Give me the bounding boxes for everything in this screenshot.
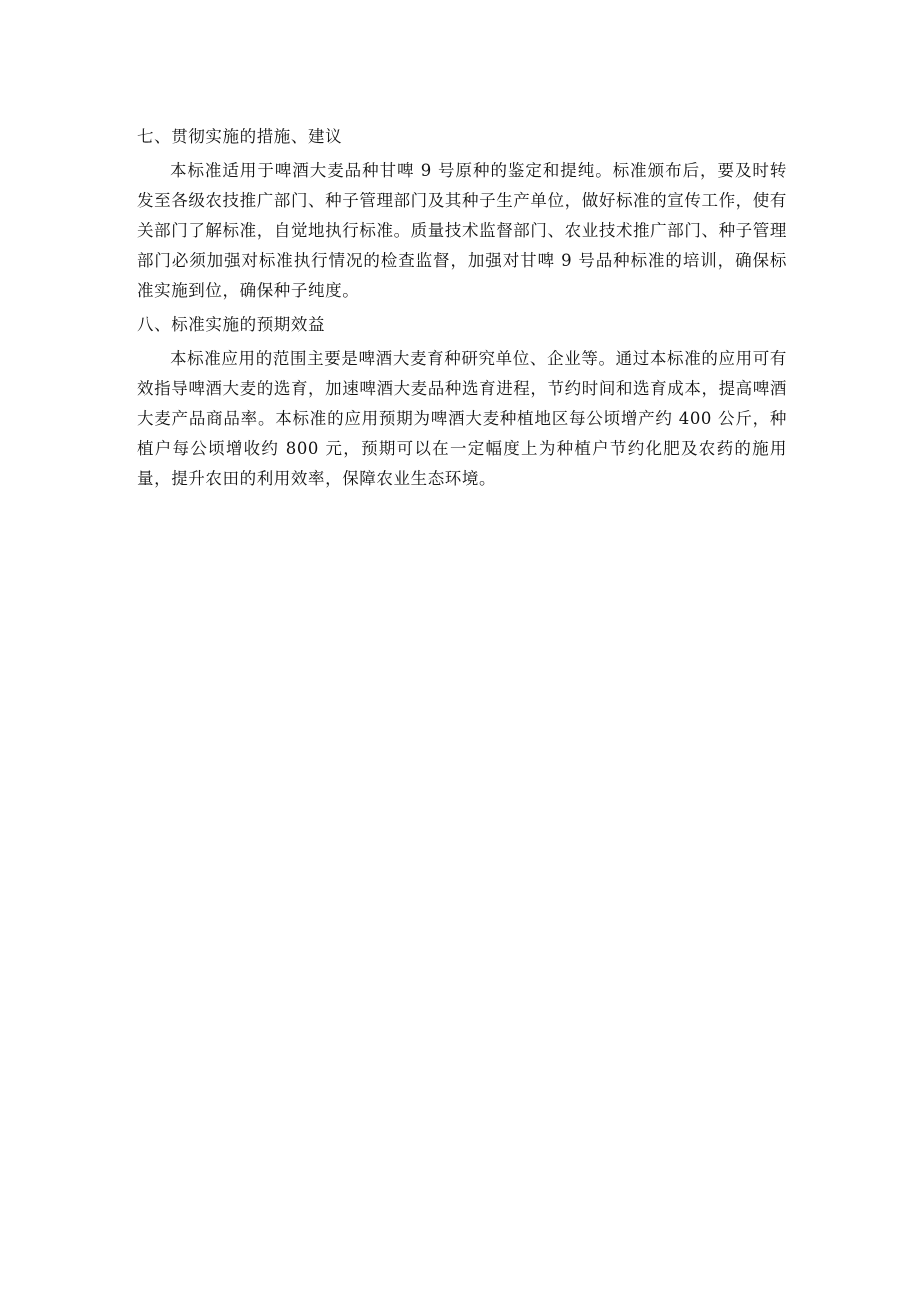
document-body — [137, 122, 787, 498]
section-heading-7: 七、贯彻实施的措施、建议 — [137, 127, 343, 146]
section-heading-8: 八、标准实施的预期效益 — [137, 315, 326, 334]
section-paragraph-7: 本标准适用于啤酒大麦品种甘啤 9 号原种的鉴定和提纯。标准颁布后，要及时转发至各级农技推广部门、种子管理部门及其种子生产单位，做好标准的宣传工作，使有关部门了解标准，自觉地执行标准。质量技术监督部门、农业技术推广部门、种子管理部门必须加强对标准执行情况的检查监督，加强对甘啤 9 号品种标准的培训，确保标准实施到位，确保种子纯度。 — [137, 161, 787, 300]
section-paragraph-8: 本标准应用的范围主要是啤酒大麦育种研究单位、企业等。通过本标准的应用可有效指导啤酒大麦的选育，加速啤酒大麦品种选育进程，节约时间和选育成本，提高啤酒大麦产品商品率。本标准的应用预期为啤酒大麦种植地区每公顷增产约 400 公斤，种植户每公顷增收约 800 元，预期可以在一定幅度上为种植户节约化肥及农药的施用量，提升农田的利用效率，保障农业生态环境。 — [137, 349, 787, 488]
